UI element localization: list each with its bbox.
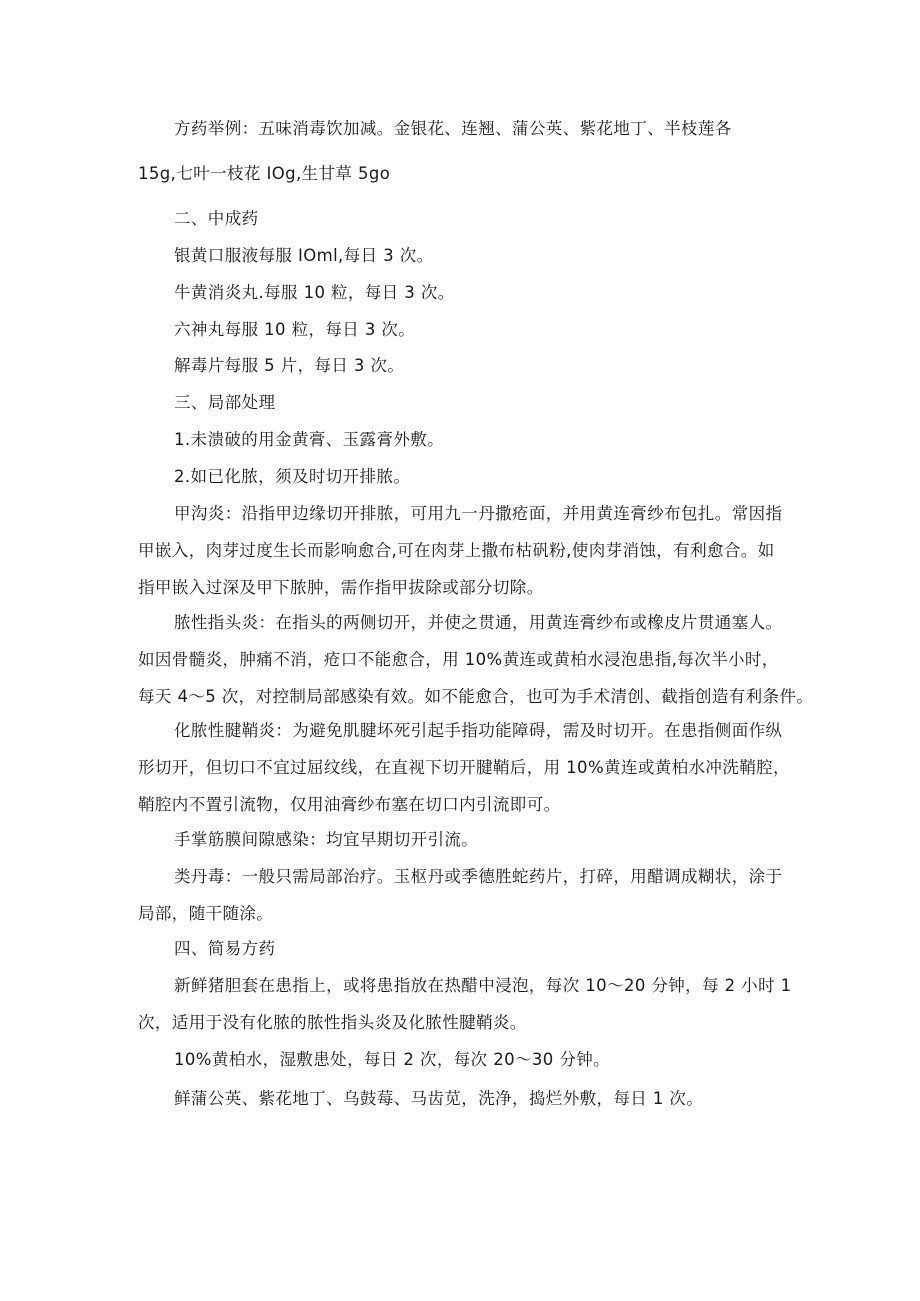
text-line: 甲沟炎：沿指甲边缘切开排脓，可用九一丹撒疮面，并用黄连膏纱布包扎。常因指: [174, 504, 783, 523]
text-line: 甲嵌入，肉芽过度生长而影响愈合,可在肉芽上撒布枯矾粉,使肉芽消蚀，有利愈合。如: [138, 541, 775, 560]
paragraph-felon: [138, 604, 814, 715]
text-line: 方药举例：五味消毒饮加减。金银花、连翘、蒲公英、紫花地丁、半枝莲各: [174, 119, 732, 138]
text-line: 15g,七叶一枝花 IOg,生甘草 5go: [138, 164, 391, 183]
paragraph-tenosynovitis: [138, 712, 793, 823]
section-heading-patent-medicines: [138, 200, 793, 237]
text-line: 手掌筋膜间隙感染：均宜早期切开引流。: [174, 830, 479, 849]
paragraph-pig-gallbladder: [138, 967, 793, 1041]
text-line: 局部，随干随涂。: [138, 904, 274, 923]
text-line: 2.如已化脓，须及时切开排脓。: [174, 467, 411, 486]
text-line: 化脓性腱鞘炎：为避免肌腱坏死引起手指功能障碍，需及时切开。在患指侧面作纵: [174, 721, 783, 740]
section-heading-local-treatment: [138, 384, 793, 421]
text-line: 新鲜猪胆套在患指上，或将患指放在热醋中浸泡，每次 10～20 分钟，每 2 小时 1: [174, 976, 792, 995]
text-line: 1.未溃破的用金黄膏、玉露膏外敷。: [174, 430, 445, 449]
text-line: 解毒片每服 5 片，每日 3 次。: [174, 356, 405, 375]
paragraph-medicine-liushen: [138, 311, 793, 348]
heading-text: 三、局部处理: [174, 393, 276, 412]
paragraph-medicine-jiedu: [138, 347, 793, 384]
text-line: 类丹毒：一般只需局部治疗。玉枢丹或季德胜蛇药片，打碎，用醋调成糊状，涂于: [174, 867, 783, 886]
text-line: 鞘腔内不置引流物，仅用油膏纱布塞在切口内引流即可。: [138, 795, 561, 814]
heading-text: 二、中成药: [174, 209, 259, 228]
paragraph-fresh-herbs: [138, 1080, 793, 1117]
text-line: 如因骨髓炎，肿痛不消，疮口不能愈合，用 10%黄连或黄柏水浸泡患指,每次半小时，: [138, 650, 779, 669]
paragraph-local-item-1: [138, 421, 793, 458]
text-line: 牛黄消炎丸.每服 10 粒，每日 3 次。: [174, 283, 455, 302]
paragraph-paronychia: [138, 495, 793, 606]
paragraph-phellodendron-water: [138, 1041, 793, 1078]
text-line: 六神丸每服 10 粒，每日 3 次。: [174, 320, 416, 339]
paragraph-medicine-niuhuang: [138, 274, 793, 311]
text-line: 形切开，但切口不宜过屈纹线，在直视下切开腱鞘后，用 10%黄连或黄柏水冲洗鞘腔，: [138, 758, 790, 777]
paragraph-palmar-space-infection: [138, 821, 793, 858]
text-line: 银黄口服液每服 IOml,每日 3 次。: [174, 246, 434, 265]
text-line: 10%黄柏水，湿敷患处，每日 2 次，每次 20～30 分钟。: [174, 1050, 611, 1069]
text-line: 每天 4～5 次，对控制局部感染有效。如不能愈合，也可为手术清创、截指创造有利条件。: [138, 687, 814, 706]
text-line: 脓性指头炎：在指头的两侧切开，并使之贯通，用黄连膏纱布或橡皮片贯通塞人。: [174, 613, 783, 632]
paragraph-medicine-yinhuang: [138, 237, 793, 274]
section-heading-simple-remedies: [138, 930, 793, 967]
heading-text: 四、简易方药: [174, 939, 276, 958]
text-line: 次，适用于没有化脓的脓性指头炎及化脓性腱鞘炎。: [138, 1013, 527, 1032]
text-line: 鲜蒲公英、紫花地丁、乌鼓莓、马齿苋，洗净，捣烂外敷，每日 1 次。: [174, 1089, 704, 1108]
paragraph-erysipeloid: [138, 858, 793, 932]
text-line: 指甲嵌入过深及甲下脓肿，需作指甲拔除或部分切除。: [138, 578, 544, 597]
paragraph-local-item-2: [138, 458, 793, 495]
paragraph-formula-example: [138, 110, 793, 192]
